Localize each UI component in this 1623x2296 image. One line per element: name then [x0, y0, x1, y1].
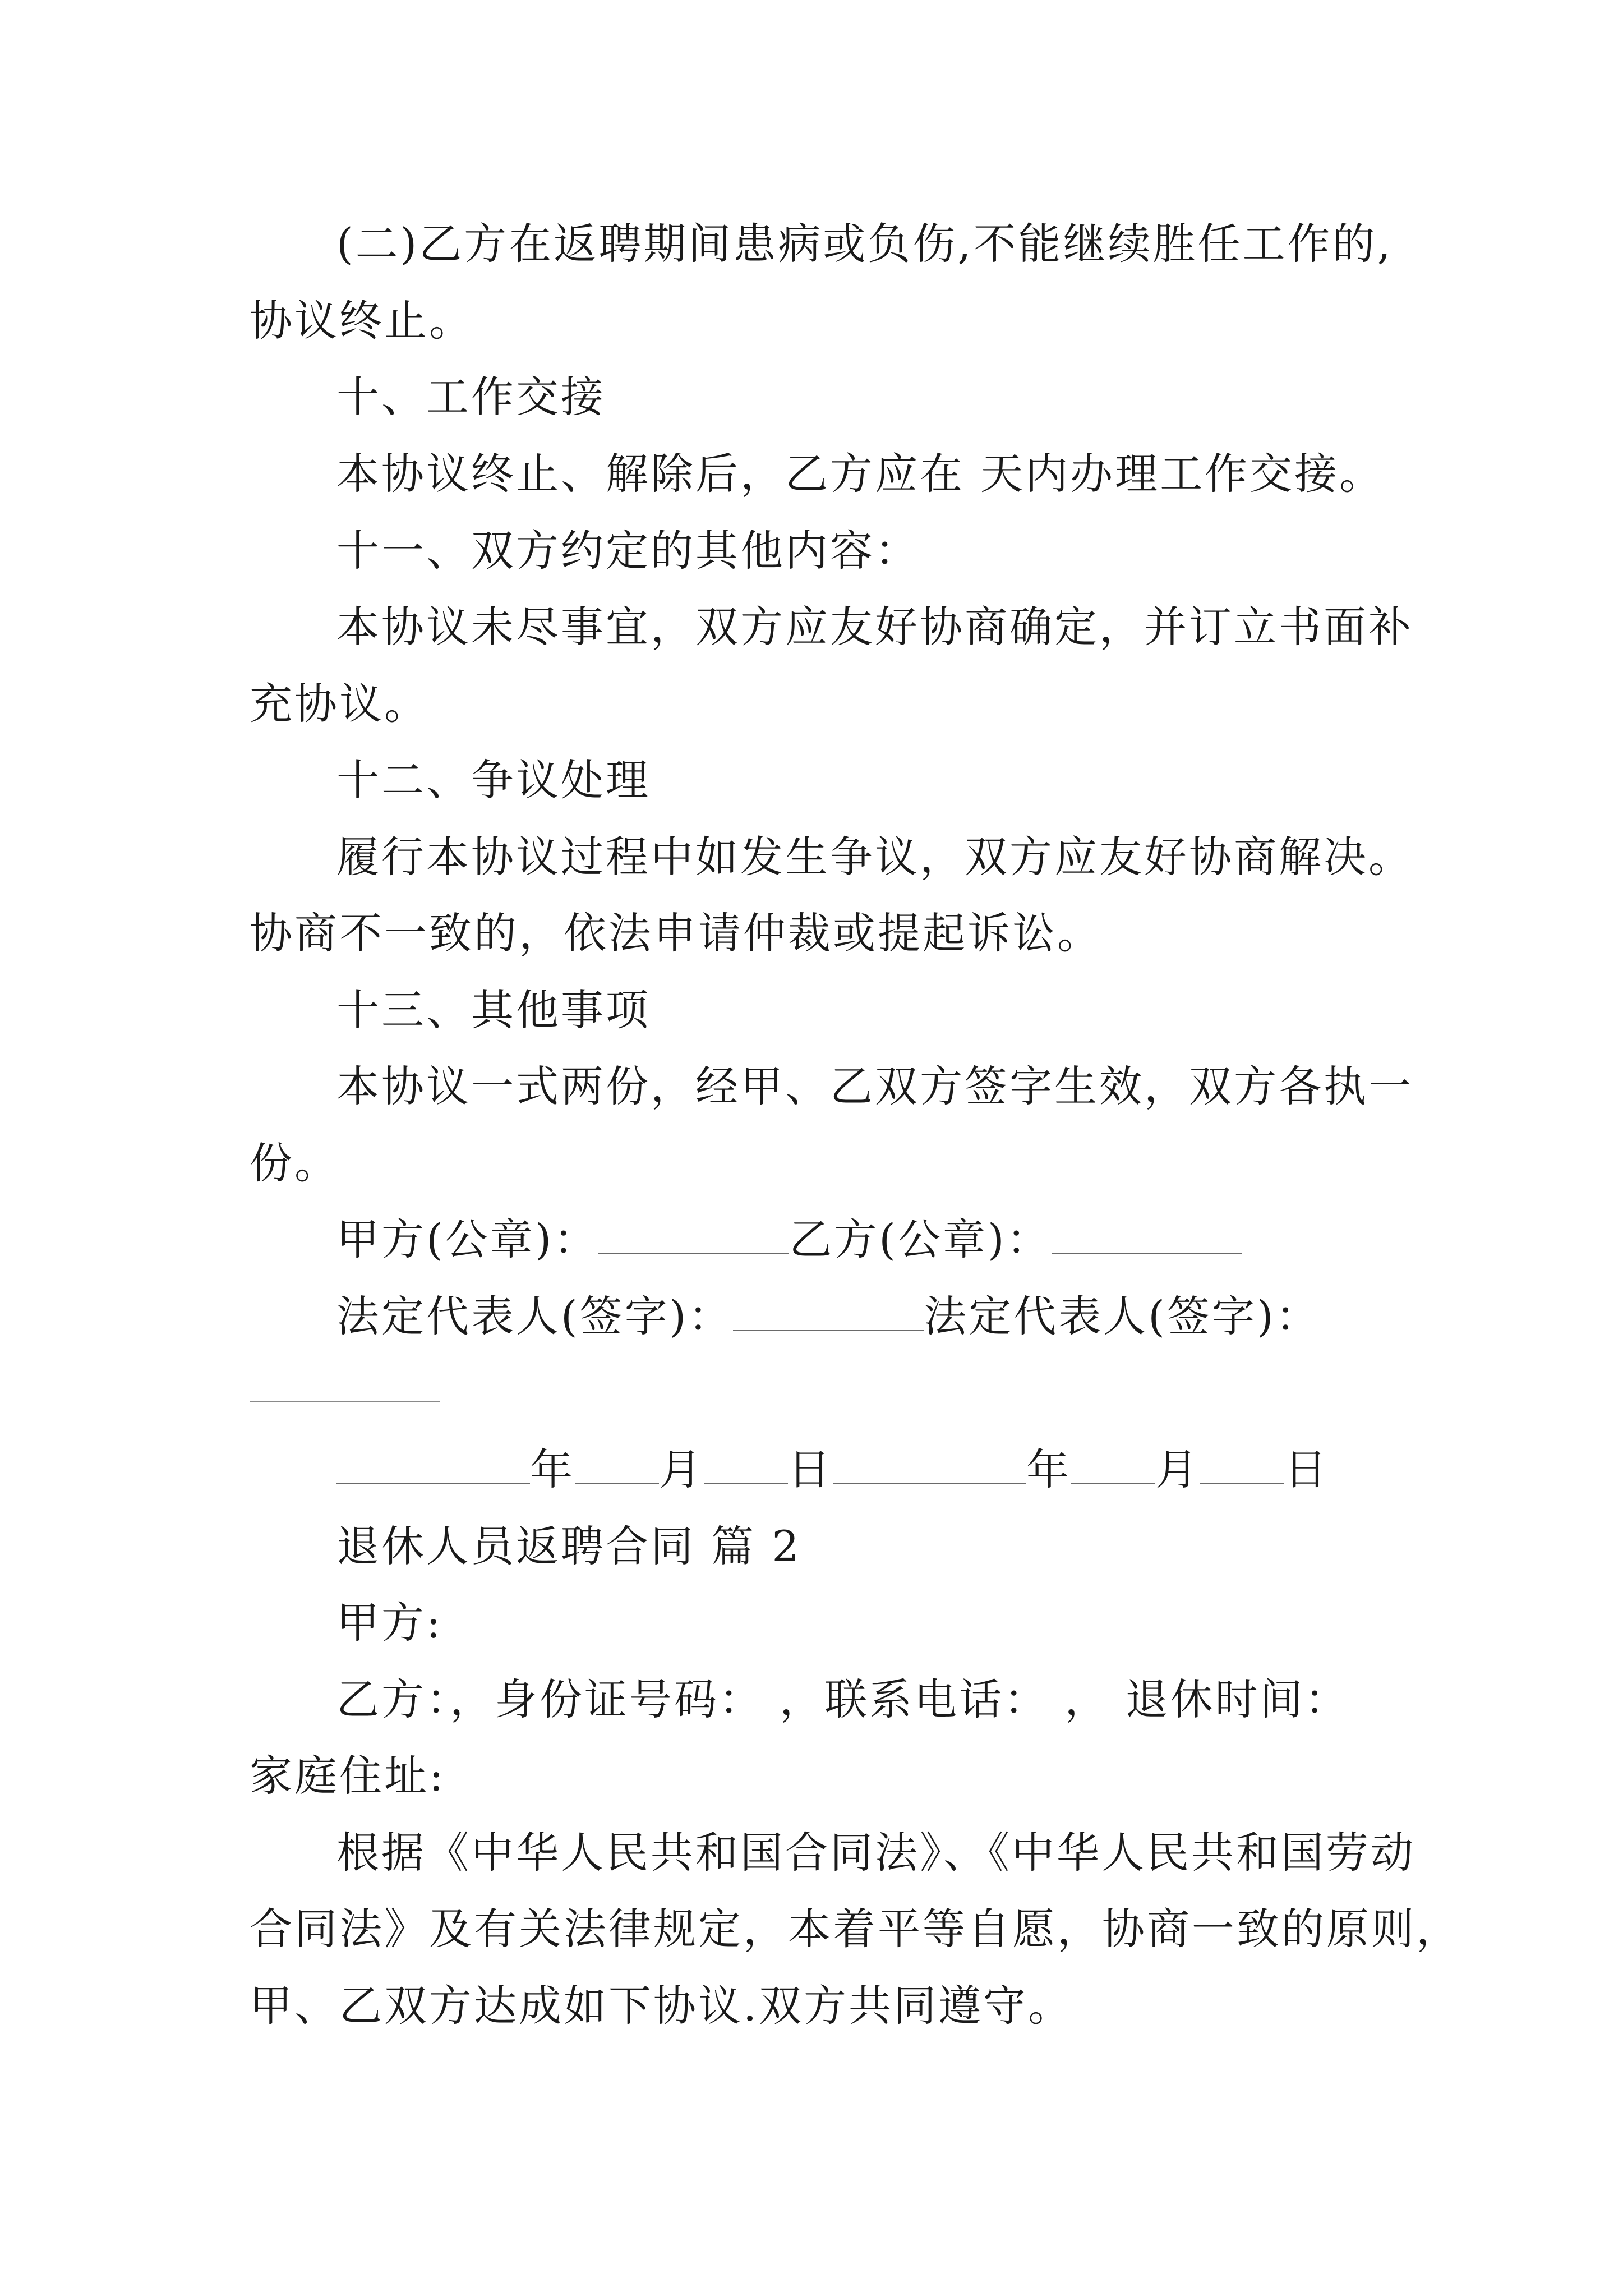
paragraph-line: 协商不一致的，依法申请仲裁或提起诉讼。: [250, 908, 1102, 958]
representative-signature-line: [336, 1289, 1321, 1345]
paragraph-line: 根据《中华人民共和国合同法》、《中华人民共和国劳动: [336, 1828, 1415, 1878]
seal-signature-line: [336, 1212, 1242, 1268]
rep-a-label: 法定代表人(签字)：: [336, 1291, 734, 1341]
year-blank-b: [833, 1444, 1026, 1484]
paragraph-line: 合同法》及有关法律规定，本着平等自愿，协商一致的原则，: [250, 1904, 1461, 1954]
rep-b-label: 法定代表人(签字)：: [924, 1291, 1321, 1341]
year-label-b: 年: [1026, 1444, 1071, 1494]
address-line: 家庭住址:: [250, 1751, 446, 1801]
party-a-line: 甲方:: [336, 1598, 443, 1648]
paragraph-line: 本协议未尽事宜，双方应友好协商确定，并订立书面补: [336, 602, 1413, 652]
paragraph-line: 充协议。: [250, 679, 429, 729]
year-blank-a: [336, 1444, 530, 1484]
section-heading: 十二、争议处理: [336, 755, 651, 805]
party-b-seal-label: 乙方(公章)：: [789, 1214, 1052, 1264]
paragraph-line: 履行本协议过程中如发生争议，双方应友好协商解决。: [336, 832, 1413, 882]
month-blank-a: [575, 1444, 659, 1484]
paragraph-line: 协议终止。: [250, 296, 474, 346]
paragraph-line: (二)乙方在返聘期间患病或负伤,不能继续胜任工作的,: [336, 219, 1393, 269]
paragraph-line: 甲、乙双方达成如下协议.双方共同遵守。: [250, 1981, 1073, 2031]
day-label-a: 日: [788, 1444, 833, 1494]
day-blank-b: [1200, 1444, 1284, 1484]
section-heading: 十、工作交接: [336, 372, 606, 422]
party-a-seal-label: 甲方(公章)：: [336, 1214, 599, 1264]
month-label-a: 月: [659, 1444, 704, 1494]
month-label-b: 月: [1155, 1444, 1200, 1494]
month-blank-b: [1071, 1444, 1155, 1484]
paragraph-line: 本协议一式两份，经甲、乙双方签字生效，双方各执一: [336, 1061, 1413, 1111]
day-label-b: 日: [1284, 1444, 1329, 1494]
year-label-a: 年: [530, 1444, 575, 1494]
section-heading: 十三、其他事项: [336, 985, 651, 1035]
day-blank-a: [704, 1444, 788, 1484]
rep-b-blank: [250, 1401, 440, 1402]
party-a-seal-blank: [598, 1214, 789, 1254]
paragraph-line: 本协议终止、解除后，乙方应在 天内办理工作交接。: [336, 449, 1385, 499]
party-b-seal-blank: [1052, 1214, 1242, 1254]
paragraph-line: 份。: [250, 1138, 339, 1188]
date-line: [336, 1442, 1329, 1498]
party-b-line: 乙方：，身份证号码： ，联系电话： ， 退休时间：: [336, 1674, 1350, 1724]
contract-heading: 退休人员返聘合同 篇 2: [336, 1521, 801, 1571]
section-heading: 十一、双方约定的其他内容：: [336, 526, 920, 576]
rep-a-blank: [733, 1291, 924, 1331]
